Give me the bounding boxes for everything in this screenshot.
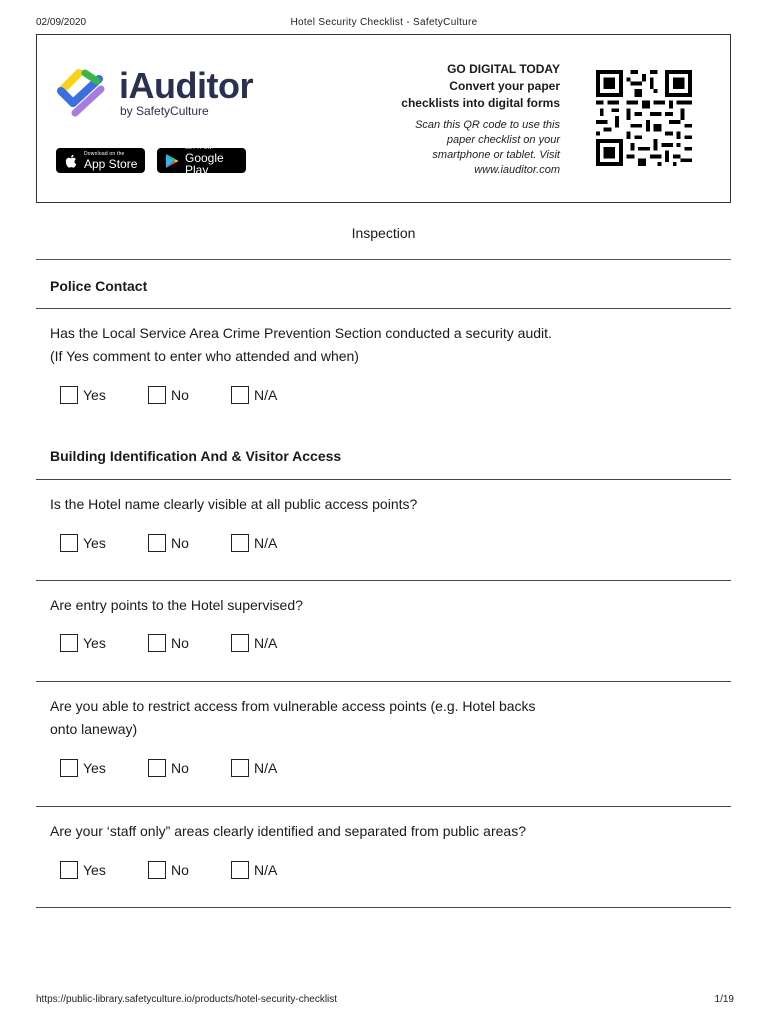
option-no[interactable] [148,386,231,404]
print-title: Hotel Security Checklist - SafetyCulture [290,17,478,28]
checkbox[interactable] [60,534,78,552]
google-play-small-label: GET IT ON [185,144,212,151]
checkbox[interactable] [60,634,78,652]
option-na[interactable] [231,861,277,879]
brand-name: iAuditor [119,65,253,106]
option-label: Yes [83,760,106,776]
option-label: No [171,387,189,403]
checkbox[interactable] [148,534,166,552]
option-label: N/A [254,387,278,403]
option-yes[interactable] [60,534,148,552]
section-inspection [36,220,731,260]
option-label: N/A [254,635,278,651]
checkbox[interactable] [60,861,78,879]
iauditor-logo-icon [55,69,109,117]
divider [36,806,731,807]
promo-note-url[interactable]: www.iauditor.com [474,164,560,176]
section-title: Inspection [351,225,416,241]
promo-line-1: Convert your paper [449,79,560,93]
promo-note-line-1: Scan this QR code to use this [415,119,560,131]
iauditor-banner [36,34,731,203]
option-yes[interactable] [60,386,148,404]
answer-options-q4 [60,759,277,777]
option-yes[interactable] [60,861,148,879]
question-1 [50,322,610,368]
question-text-continued: onto laneway) [50,721,138,737]
checkbox[interactable] [231,534,249,552]
promo-heading: GO DIGITAL TODAY [447,62,560,76]
question-text: Is the Hotel name clearly visible at all public access points? [50,496,418,512]
option-label: N/A [254,760,278,776]
option-label: No [171,760,189,776]
option-no[interactable] [148,861,231,879]
promo-note-line-3: smartphone or tablet. Visit [432,149,560,161]
divider [36,308,731,309]
option-yes[interactable] [60,759,148,777]
checkbox[interactable] [231,634,249,652]
app-store-button[interactable] [56,148,145,173]
question-4 [50,695,610,741]
google-play-button[interactable] [157,144,246,177]
option-label: No [171,535,189,551]
question-5 [50,820,610,843]
question-text: Are entry points to the Hotel supervised? [50,597,303,613]
option-label: Yes [83,635,106,651]
answer-options-q5 [60,861,277,879]
promo-note-line-2: paper checklist on your [446,134,560,146]
brand-subtitle: by SafetyCulture [120,104,209,118]
print-date: 02/09/2020 [36,17,87,28]
question-3 [50,594,610,617]
checkbox[interactable] [148,861,166,879]
apple-icon [64,153,78,169]
option-label: N/A [254,862,278,878]
option-na[interactable] [231,534,277,552]
divider [36,681,731,682]
google-play-icon [165,153,179,169]
checkbox[interactable] [231,386,249,404]
checkbox[interactable] [148,634,166,652]
promo-line-2: checklists into digital forms [401,96,560,110]
divider [36,907,731,908]
checkbox[interactable] [60,759,78,777]
app-store-small-label: Download on the [84,150,125,157]
checkbox[interactable] [148,386,166,404]
option-na[interactable] [231,386,277,404]
option-label: N/A [254,535,278,551]
question-text: Are your ‘staff only” areas clearly identified and separated from public areas? [50,823,526,839]
option-label: Yes [83,862,106,878]
question-text: Has the Local Service Area Crime Prevention Section conducted a security audit. [50,325,552,341]
page-number: 1/19 [714,994,734,1005]
question-text: Are you able to restrict access from vulnerable access points (e.g. Hotel backs [50,698,536,714]
option-na[interactable] [231,759,277,777]
divider [36,580,731,581]
option-na[interactable] [231,634,277,652]
answer-options-q2 [60,534,277,552]
qr-code-icon [594,70,694,166]
question-2 [50,493,610,516]
option-no[interactable] [148,634,231,652]
checkbox[interactable] [60,386,78,404]
answer-options-q1 [60,386,277,404]
option-no[interactable] [148,534,231,552]
checkbox[interactable] [231,861,249,879]
option-label: No [171,862,189,878]
question-text-continued: (If Yes comment to enter who attended and when) [50,348,359,364]
google-play-label: Google Play [185,150,224,177]
checkbox[interactable] [231,759,249,777]
option-no[interactable] [148,759,231,777]
group-heading-police-contact: Police Contact [50,278,148,294]
divider [36,479,731,480]
footer-url[interactable]: https://public-library.safetyculture.io/products/hotel-security-checklist [36,994,338,1005]
group-heading-building-identification: Building Identification And & Visitor Access [50,448,342,464]
option-yes[interactable] [60,634,148,652]
answer-options-q3 [60,634,277,652]
app-store-label: App Store [84,156,138,171]
option-label: Yes [83,535,106,551]
promo-block [340,61,560,178]
checkbox[interactable] [148,759,166,777]
option-label: No [171,635,189,651]
option-label: Yes [83,387,106,403]
